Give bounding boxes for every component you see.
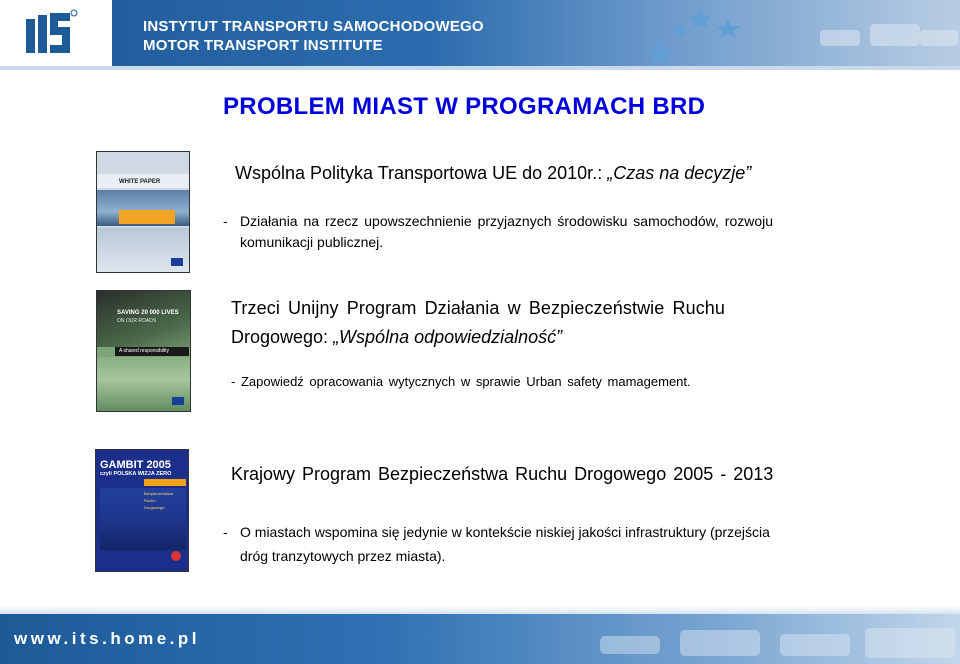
cover-band [144,479,186,486]
header-banner [0,0,960,66]
cover-side-line: Ruchu [144,498,156,503]
header-divider [0,66,960,70]
section1-heading [235,163,751,184]
cover-side-line: Drogowego [144,505,165,510]
cover-title: SAVING 20 000 LIVES [117,310,179,316]
bullet-dash: - [223,524,228,540]
cover-band-text: A shared responsibility [119,348,170,354]
section2-heading-quote: „Wspólna odpowiedzialność” [333,327,563,347]
section1-bullet-line1: Działania na rzecz upowszechnienie przyjaznych środowisku samochodów, rozwoju [240,213,774,229]
cover-subtitle: czyli POLSKA WIZJA ZERO [100,471,172,477]
cover-orange-box [119,210,175,224]
section1-heading-text: Wspólna Polityka Transportowa UE do 2010r.: [235,163,608,183]
section2-heading-line2 [231,327,562,348]
slide-title: PROBLEM MIAST W PROGRAMACH BRD [223,93,706,120]
institute-name-en: MOTOR TRANSPORT INSTITUTE [143,37,383,54]
cover-side-text [144,490,173,511]
section3-bullet-line2: dróg tranzytowych przez miasta). [240,548,446,564]
cover-subtitle: ON OUR ROADS [117,318,157,324]
bullet-dash: - [223,213,228,229]
section1-heading-quote: „Czas na decyzje” [607,163,752,183]
section3-heading: Krajowy Program Bezpieczeństwa Ruchu Drogowego 2005 - 2013 [231,464,774,484]
gambit-cover-image [95,449,189,572]
section1-bullet-line2: komunikacji publicznej. [240,234,384,250]
section2-bullet: - Zapowiedź opracowania wytycznych w sprawie Urban safety mamagement. [231,374,691,389]
footer-url-link[interactable]: www.its.home.pl [14,629,200,648]
section2-heading-text: Drogowego: [231,327,334,347]
white-paper-cover-image [96,151,190,273]
logo-area [0,0,112,66]
eu-stars-decoration [640,0,960,66]
its-logo [26,9,78,57]
cover-bottom [97,228,189,273]
eu-flag-icon [172,397,184,405]
cover-map [100,488,186,550]
footer-divider [0,606,960,614]
cover-side-line: Bezpieczeństwa [144,491,173,496]
footer-traffic-decoration [560,614,960,664]
institute-name-pl: INSTYTUT TRANSPORTU SAMOCHODOWEGO [143,18,484,35]
section3-bullet-line1: O miastach wspomina się jedynie w kontekście niskiej jakości infrastruktury (przejścia [240,524,770,540]
emblem-icon [171,551,181,561]
saving-lives-cover-image [96,290,191,412]
cover-label: WHITE PAPER [119,179,161,185]
cover-title: GAMBIT 2005 [100,459,171,471]
eu-flag-icon [171,258,183,266]
section2-heading-line1: Trzeci Unijny Program Działania w Bezpieczeństwie Ruchu [231,298,726,318]
